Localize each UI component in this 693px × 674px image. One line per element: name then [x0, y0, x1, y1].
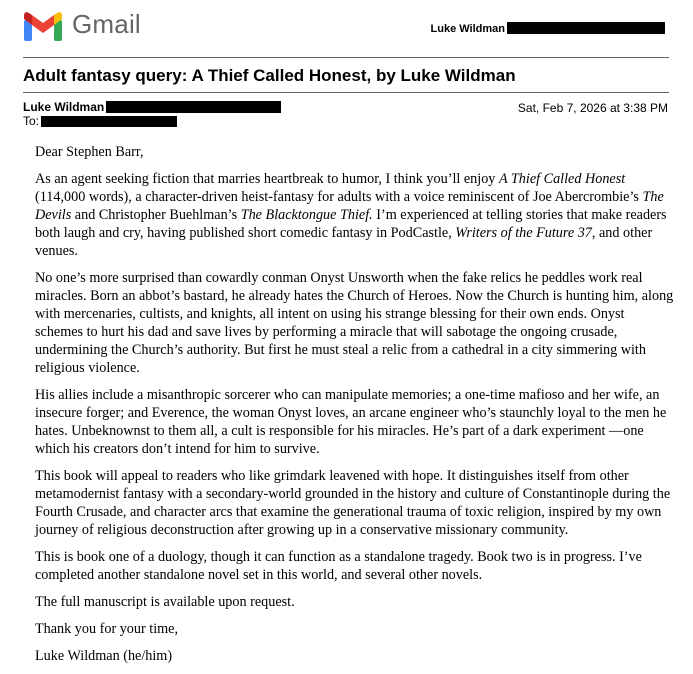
- paragraph-series: This is book one of a duology, though it can function as a standalone tragedy. Book two is in progress. I’ve completed another standalone novel set in this world, and several other novels.: [35, 549, 642, 583]
- email-subject: Adult fantasy query: A Thief Called Honest, by Luke Wildman: [23, 66, 516, 85]
- paragraph-allies: His allies include a misanthropic sorcerer who can manipulate memories; a one-time mafioso and her wife, an insecure forger; and Everence, the woman Onyst loves, an arcane engineer who’s staunchly loyal to the men he hates. Unbeknownst to them all, a cult is responsible for his miracles. He’s part of a dark experiment —one which his creators don’t intend for him to survive.: [35, 387, 667, 457]
- paragraph-intro: As an agent seeking fiction that marries heartbreak to humor, I think you’ll enjoy A Thief Called Honest (114,000 words), a character-driven heist-fantasy for adults with a voice reminiscent of Joe Abercrombie’s The Devils and Christopher Buehlman’s The Blacktongue Thief. I’m experienced at telling stories that make readers both laugh and cry, having published short comedic fantasy in PodCastle, Writers of the Future 37, and other venues.: [35, 171, 667, 259]
- sender-name: Luke Wildman: [23, 100, 105, 114]
- redacted-recipient: [41, 116, 177, 127]
- divider: [23, 92, 669, 93]
- signature: Luke Wildman (he/him): [35, 648, 173, 664]
- comp-title: The Devils: [35, 189, 664, 223]
- to-label: To:: [23, 114, 40, 128]
- email-body: [35, 143, 675, 674]
- paragraph-manuscript: The full manuscript is available upon request.: [35, 594, 295, 610]
- recipient-line: [23, 114, 177, 128]
- gmail-logo-text: Gmail: [72, 9, 141, 39]
- account-label: [431, 22, 665, 35]
- divider: [23, 57, 669, 58]
- paragraph-plot: No one’s more surprised than cowardly conman Onyst Unsworth when the fake relics he peddles work real miracles. Born an abbot’s bastard, he already hates the Church of Heroes. Now the Church is hunting him, along with mercenaries, cultists, and knights, all intent on using his strange blessing for their own ends. Onyst schemes to hurt his dad and save lives by performing a miracle that will sabotage the ongoing crusade, undermining the Church’s authority. But first he must steal a relic from a cathedral in a city simmering with religious violence.: [35, 270, 674, 376]
- sender-line: [23, 100, 281, 114]
- publication-title: Writers of the Future 37: [455, 225, 592, 241]
- gmail-logo-icon: [23, 11, 63, 41]
- email-date: Sat, Feb 7, 2026 at 3:38 PM: [517, 101, 668, 115]
- account-name: Luke Wildman: [430, 23, 505, 35]
- redacted-email: [507, 22, 665, 34]
- comp-title: The Blacktongue Thief.: [240, 207, 373, 223]
- greeting: Dear Stephen Barr,: [35, 144, 144, 160]
- paragraph-appeal: This book will appeal to readers who like grimdark leavened with hope. It distinguishes itself from other metamodernist fantasy with a secondary-world grounded in the history and culture of Constantinople during the Fourth Crusade, and character arcs that examine the generational trauma of toxic religion, inspired by my own journey of religious deconstruction after growing up in a conservative missionary community.: [35, 468, 671, 538]
- gmail-header: [0, 0, 693, 50]
- redacted-sender-email: [106, 101, 281, 113]
- book-title: A Thief Called Honest: [498, 171, 626, 187]
- closing: Thank you for your time,: [35, 621, 179, 637]
